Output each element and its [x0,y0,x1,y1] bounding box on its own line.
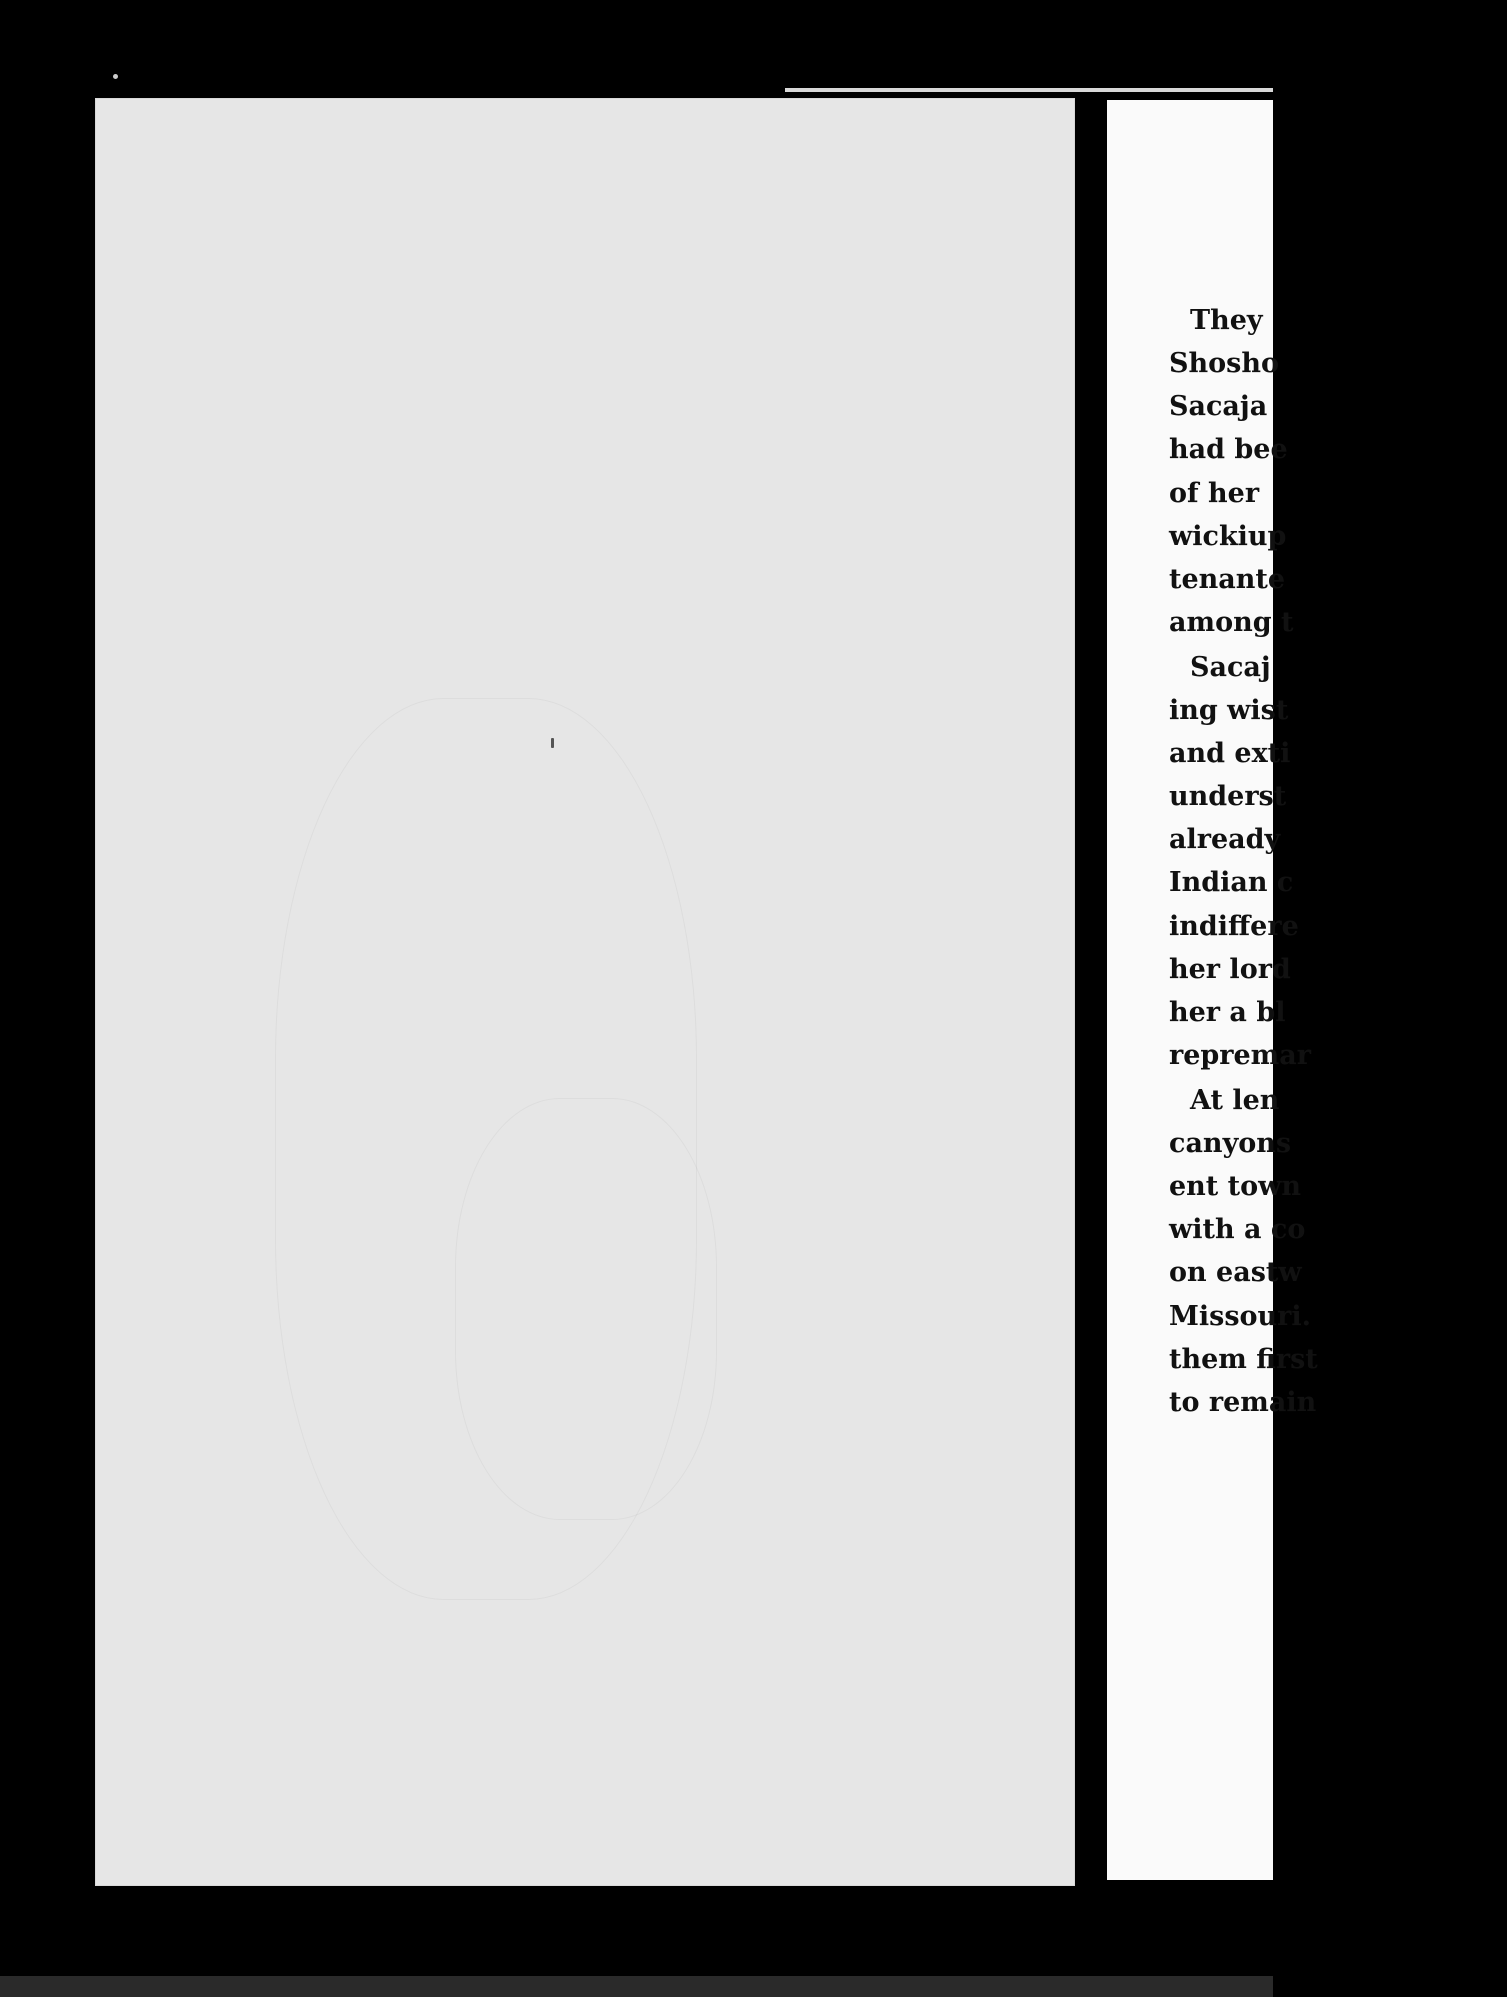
text-line: Indian c [1169,867,1294,898]
text-line: among t [1169,607,1294,638]
text-line: indiffere [1169,911,1299,942]
text-line: to remain [1169,1387,1317,1418]
text-line: with a co [1169,1214,1306,1245]
text-line: on eastw [1169,1257,1302,1288]
text-line: wickiup [1169,521,1287,552]
bottom-edge-strip [0,1976,1273,1997]
page-edge-rule [785,88,1273,92]
bleed-through-shape [455,1098,717,1520]
text-line: and exti [1169,738,1291,769]
text-line: ent town [1169,1171,1302,1202]
text-line: Missouri. [1169,1301,1312,1332]
text-line: repremar [1169,1040,1311,1071]
text-line: underst [1169,781,1287,812]
text-line: ing wist [1169,695,1289,726]
text-line: At len [1190,1085,1280,1116]
text-line: Shosho [1169,348,1279,379]
text-line: had bee [1169,434,1288,465]
text-line: them first [1169,1344,1318,1375]
text-line: her a bl [1169,997,1286,1028]
right-page [1107,100,1318,1880]
text-line: Sacaja [1169,391,1268,422]
left-page-blank [95,98,1075,1886]
text-line: already [1169,824,1281,855]
dust-speck [113,74,118,79]
ink-speck [551,738,554,748]
text-line: of her [1169,478,1260,509]
text-line: her lord [1169,954,1291,985]
text-line: They [1190,305,1263,336]
text-line: canyons [1169,1128,1292,1159]
text-line: tenante [1169,564,1286,595]
text-line: Sacaj [1190,652,1271,683]
